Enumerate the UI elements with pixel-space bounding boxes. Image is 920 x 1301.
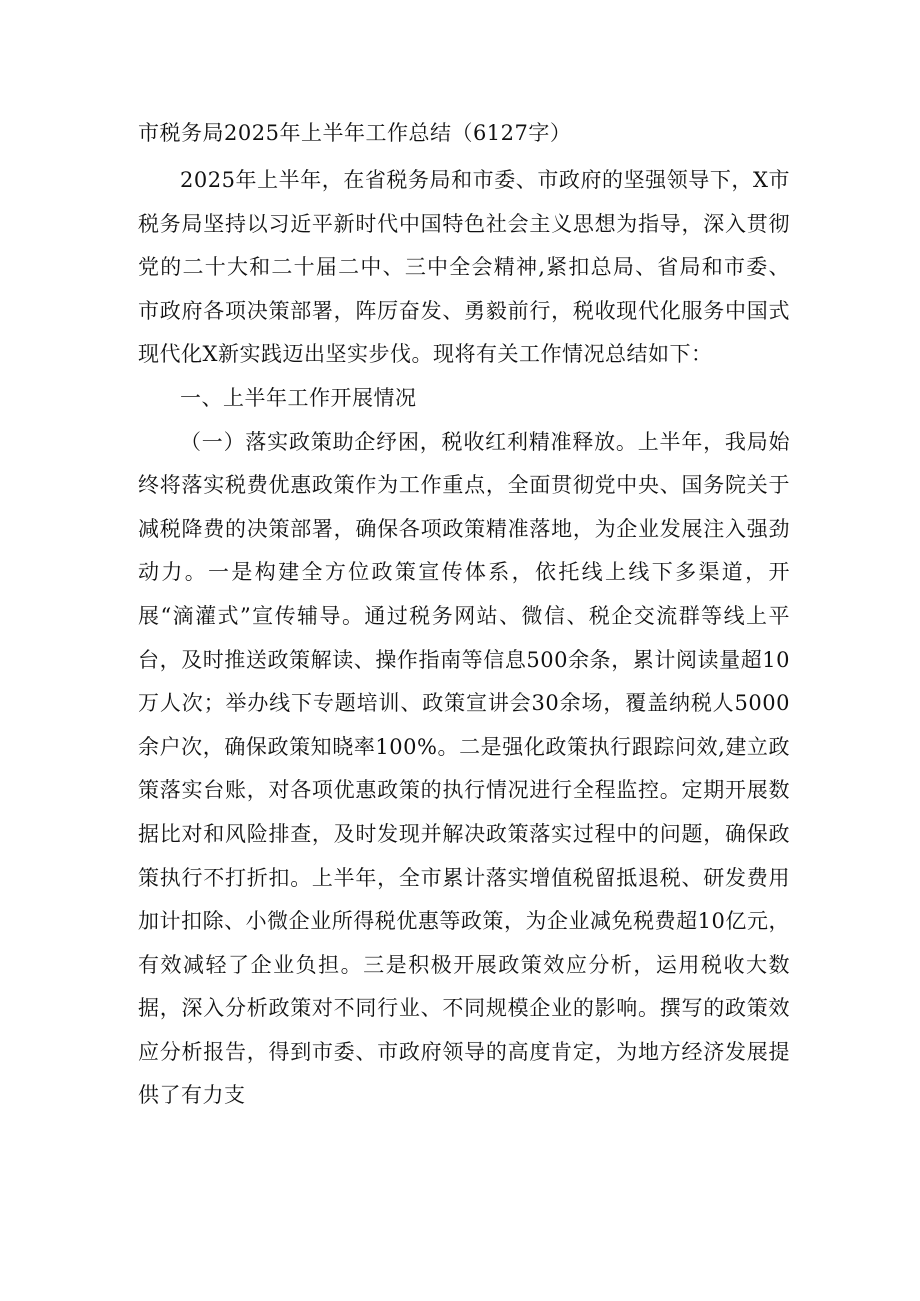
body-paragraph: （一）落实政策助企纾困，税收红利精准释放。上半年，我局始终将落实税费优惠政策作为工作重点，全面贯彻党中央、国务院关于减税降费的决策部署，确保各项政策精准落地，为企业发展注入强劲动力。一是构建全方位政策宣传体系，依托线上线下多渠道，开展“滴灌式”宣传辅导。通过税务网站、微信、税企交流群等线上平台，及时推送政策解读、操作指南等信息500余条，累计阅读量超10万人次；举办线下专题培训、政策宣讲会30余场，覆盖纳税人5000余户次，确保政策知晓率100%。二是强化政策执行跟踪问效,建立政策落实台账，对各项优惠政策的执行情况进行全程监控。定期开展数据比对和风险排查，及时发现并解决政策落实过程中的问题，确保政策执行不打折扣。上半年，全市累计落实增值税留抵退税、研发费用加计扣除、小微企业所得税优惠等政策，为企业减免税费超10亿元，有效减轻了企业负担。三是积极开展政策效应分析，运用税收大数据，深入分析政策对不同行业、不同规模企业的影响。撰写的政策效应分析报告，得到市委、市政府领导的高度肯定，为地方经济发展提供了有力支 [138,429,790,1108]
document-body [138,112,790,1118]
document-title: 市税务局2025年上半年工作总结（6127字） [138,121,572,145]
intro-paragraph: 2025年上半年，在省税务局和市委、市政府的坚强领导下，X市税务局坚持以习近平新时代中国特色社会主义思想为指导，深入贯彻党的二十大和二十届二中、三中全会精神,紧扣总局、省局和市委、市政府各项决策部署，阵厉奋发、勇毅前行，税收现代化服务中国式现代化X新实践迈出坚实步伐。现将有关工作情况总结如下： [138,168,790,367]
section-heading: 一、上半年工作开展情况 [180,385,417,410]
